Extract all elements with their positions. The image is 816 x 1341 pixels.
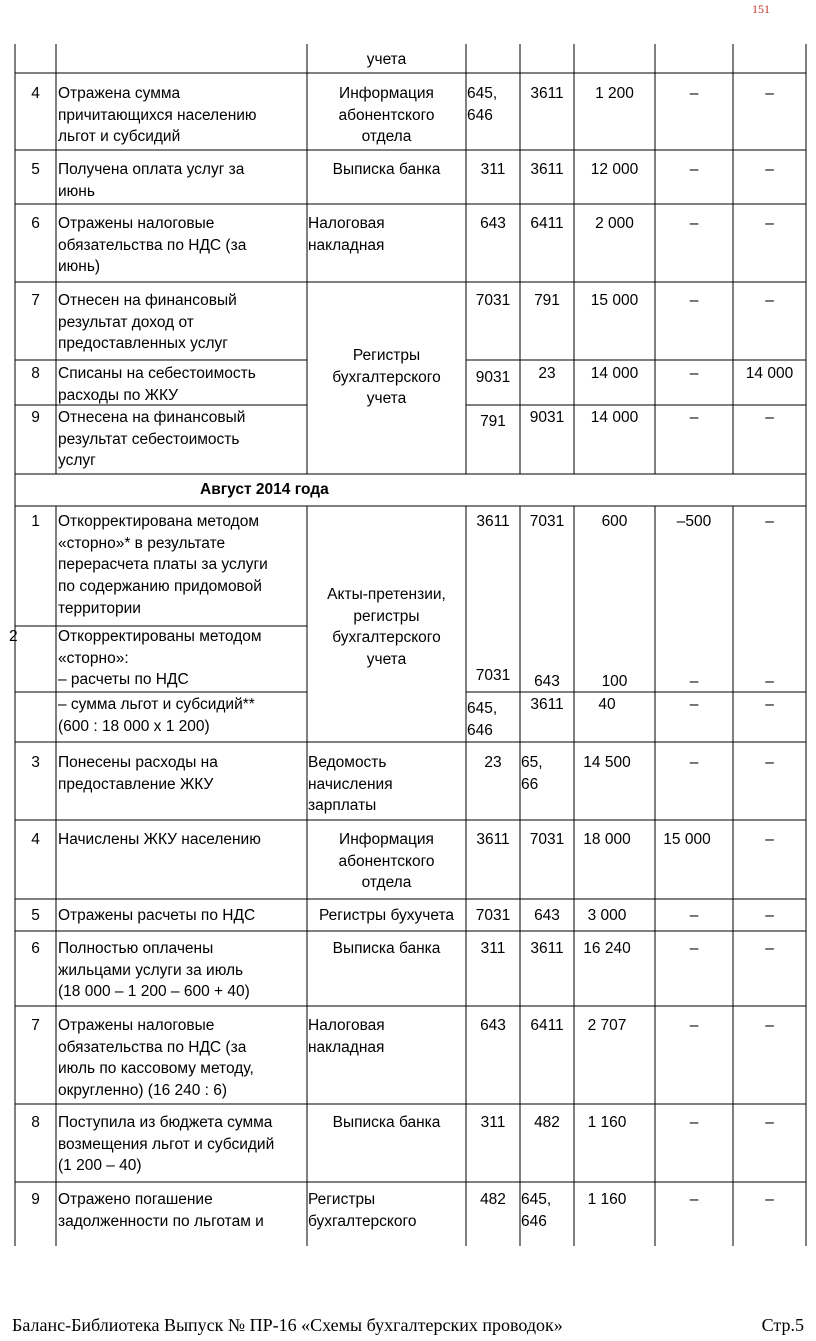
doc-acts: Акты-претензии, регистры бухгалтерского учета: [327, 586, 446, 669]
row-number: 7: [31, 292, 40, 309]
row-col2: –: [765, 1191, 774, 1208]
row-description: Понесены расходы на предоставление ЖКУ: [58, 754, 218, 793]
row-col1: –: [689, 85, 699, 102]
row-description: Отражены расчеты по НДС: [58, 907, 256, 924]
row-sum: 18 000: [583, 831, 631, 848]
row-description: Отражена сумма причитающихся населению льгот и субсидий: [58, 85, 257, 146]
page-number: 151: [752, 2, 770, 16]
row-description: Откорректированы методом «сторно»: – расчеты по НДС: [58, 628, 262, 689]
row-col2: –: [765, 673, 774, 690]
row-document: Информация абонентского отдела: [338, 831, 435, 892]
row-debit: 3611: [476, 513, 510, 530]
row-number: 8: [31, 365, 40, 382]
row-credit: 7031: [529, 513, 565, 530]
row-col1: –: [689, 1191, 699, 1208]
row-col1: –: [689, 1114, 699, 1131]
row-sum: 14 000: [590, 365, 639, 382]
row-debit: 311: [480, 161, 506, 178]
row-description: Отражено погашение задолженности по льготам и: [58, 1191, 264, 1230]
row-document: Информация абонентского отдела: [338, 85, 435, 146]
row-description: Откорректирована методом «сторно»* в результате перерасчета платы за услуги по содержанию придомовой территории: [58, 513, 268, 617]
row-credit: 9031: [529, 409, 565, 426]
row-document: Налоговая накладная: [308, 1017, 385, 1056]
row-description: – сумма льгот и субсидий** (600 : 18 000 х 1 200): [58, 696, 255, 735]
row-description: Отнесена на финансовый результат себестоимость услуг: [58, 409, 246, 470]
row-description: Отражены налоговые обязательства по НДС (за июнь): [58, 215, 247, 276]
row-col2: –: [765, 1114, 774, 1131]
row-debit: 7031: [475, 907, 511, 924]
row-number: 1: [31, 513, 40, 530]
row-col2: –: [765, 85, 774, 102]
row-sum: 40: [598, 696, 616, 713]
row-debit: 23: [484, 754, 502, 771]
row-debit: 643: [480, 215, 506, 232]
row-credit: 6411: [530, 215, 564, 232]
row-number: 4: [31, 85, 40, 102]
row-sum: 1 160: [587, 1114, 627, 1131]
row-document: Выписка банка: [332, 161, 441, 178]
row-col2: –: [765, 161, 774, 178]
page-footer: [12, 1315, 810, 1336]
row-document: Выписка банка: [332, 1114, 441, 1131]
row-col1: –: [689, 215, 699, 232]
footer-title: Баланс-Библиотека Выпуск № ПР-16 «Схемы бухгалтерских проводок»: [12, 1315, 563, 1335]
row-col1: –: [689, 754, 699, 771]
row-debit: 7031: [475, 667, 511, 684]
row-description: Отражены налоговые обязательства по НДС (за июль по кассовому методу, округленно) (16 240 : 6): [58, 1017, 254, 1100]
row-col2: 14 000: [745, 365, 794, 382]
row-number: 5: [31, 161, 40, 178]
row-col1: –500: [676, 513, 712, 530]
row-sum: 15 000: [590, 292, 639, 309]
row-number: 6: [31, 940, 40, 957]
row-credit: 643: [534, 673, 560, 690]
row-debit: 643: [480, 1017, 506, 1034]
row-debit: 645, 646: [467, 700, 498, 739]
row-sum: 100: [601, 673, 628, 690]
row-sum: 600: [601, 513, 628, 530]
row-description: Отнесен на финансовый результат доход от предоставленных услуг: [58, 292, 237, 353]
row-document: Ведомость начисления зарплаты: [308, 754, 393, 815]
row-description: Списаны на себестоимость расходы по ЖКУ: [58, 365, 256, 404]
row-document: Налоговая накладная: [308, 215, 385, 254]
row-number: 6: [31, 215, 40, 232]
row-col1: –: [689, 1017, 699, 1034]
row-description: Поступила из бюджета сумма возмещения льгот и субсидий (1 200 – 40): [58, 1114, 275, 1175]
row-credit: 6411: [530, 1017, 564, 1034]
row-credit: 23: [538, 365, 556, 382]
row-col2: –: [765, 696, 774, 713]
row-sum: 1 200: [595, 85, 634, 102]
row-debit: 3611: [476, 831, 510, 848]
row-document: Регистры бухучета: [318, 907, 455, 924]
row-document: Регистры бухгалтерского: [308, 1191, 417, 1230]
row-col1: –: [689, 292, 699, 309]
row-sum: 16 240: [583, 940, 631, 957]
row-sum: 14 500: [583, 754, 631, 771]
row-debit: 482: [480, 1191, 506, 1208]
row-debit: 7031: [475, 292, 511, 309]
row-debit: 9031: [475, 369, 511, 386]
row-sum: 1 160: [587, 1191, 627, 1208]
row-col2: –: [765, 409, 774, 426]
row-description: Начислены ЖКУ населению: [58, 831, 261, 848]
row-credit: 65, 66: [521, 754, 543, 793]
row-col1: –: [689, 940, 699, 957]
row-credit: 645, 646: [521, 1191, 552, 1230]
doc-continuation: учета: [366, 51, 407, 68]
row-document: Выписка банка: [332, 940, 441, 957]
row-col1: –: [689, 161, 699, 178]
row-number: 5: [31, 907, 40, 924]
row-col2: –: [765, 754, 774, 771]
row-debit: 791: [480, 413, 506, 430]
row-col2: –: [765, 513, 774, 530]
row-credit: 3611: [530, 696, 564, 713]
row-debit: 311: [480, 1114, 506, 1131]
row-debit: 311: [480, 940, 506, 957]
row-credit: 791: [534, 292, 560, 309]
row-sum: 3 000: [587, 907, 627, 924]
row-credit: 482: [534, 1114, 560, 1131]
row-col2: –: [765, 907, 774, 924]
row-col2: –: [765, 831, 774, 848]
row-col1: –: [689, 409, 699, 426]
row-col2: –: [765, 1017, 774, 1034]
row-col2: –: [765, 215, 774, 232]
doc-registers: Регистры бухгалтерского учета: [332, 347, 441, 408]
row-sum: 2 707: [587, 1017, 627, 1034]
row-credit: 3611: [530, 161, 564, 178]
row-credit: 643: [534, 907, 560, 924]
row-credit: 7031: [529, 831, 565, 848]
row-number: 2: [9, 628, 18, 645]
row-sum: 14 000: [590, 409, 639, 426]
row-col2: –: [765, 940, 774, 957]
row-number: 9: [31, 1191, 40, 1208]
row-number: 7: [31, 1017, 40, 1034]
row-number: 4: [31, 831, 40, 848]
row-description: Полностью оплачены жильцами услуги за июль (18 000 – 1 200 – 600 + 40): [58, 940, 250, 1001]
row-sum: 12 000: [590, 161, 639, 178]
row-credit: 3611: [530, 85, 564, 102]
row-number: 3: [31, 754, 40, 771]
section-heading: Август 2014 года: [200, 481, 329, 498]
row-number: 9: [31, 409, 40, 426]
row-number: 8: [31, 1114, 40, 1131]
row-col1: 15 000: [663, 831, 711, 848]
footer-page: Стр.5: [761, 1315, 804, 1335]
row-debit: 645, 646: [467, 85, 498, 124]
row-sum: 2 000: [595, 215, 634, 232]
row-col1: –: [689, 365, 699, 382]
row-credit: 3611: [530, 940, 564, 957]
row-col1: –: [689, 907, 699, 924]
row-description: Получена оплата услуг за июнь: [58, 161, 245, 200]
row-col1: –: [689, 673, 699, 690]
row-col1: –: [689, 696, 699, 713]
row-col2: –: [765, 292, 774, 309]
